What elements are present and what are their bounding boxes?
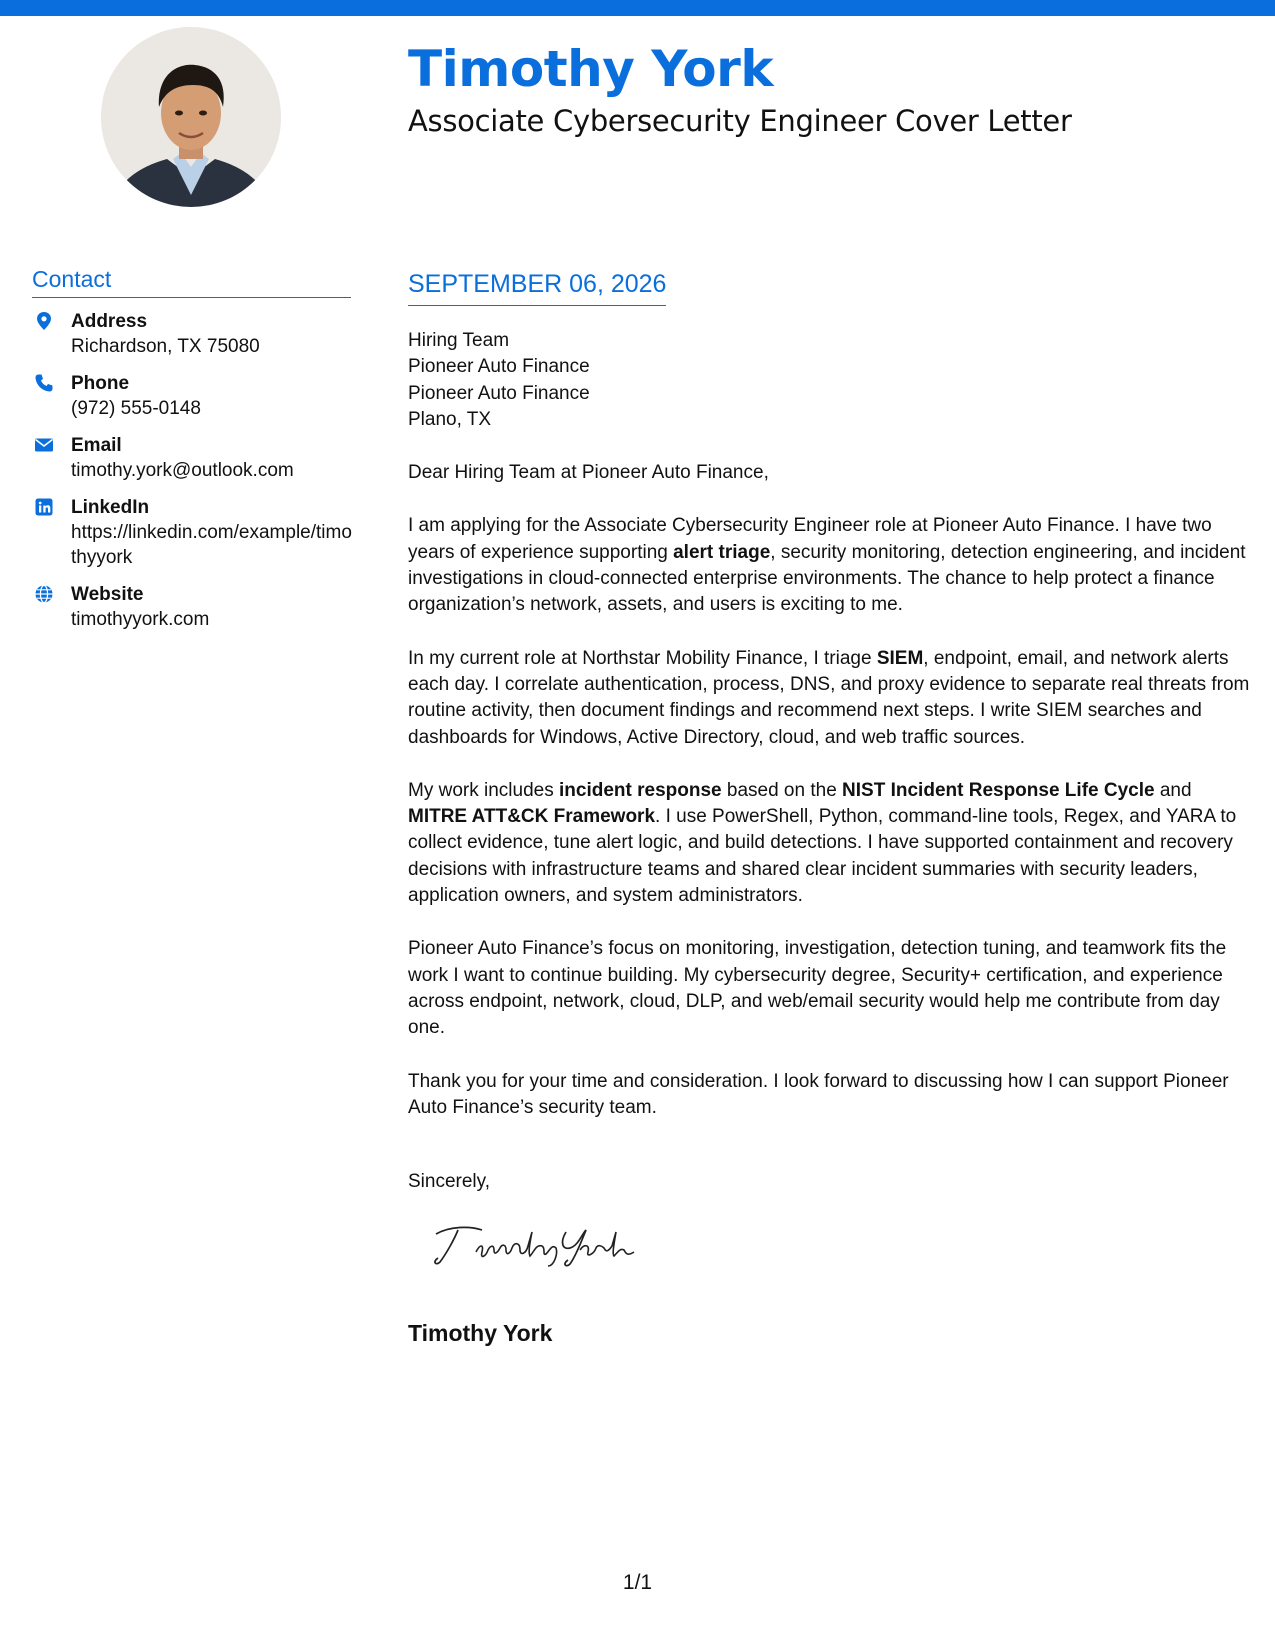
- website-value[interactable]: timothyyork.com: [71, 609, 210, 630]
- recipient-block: [408, 328, 1253, 433]
- contact-item-phone: [32, 371, 352, 421]
- emphasized-text: SIEM: [876, 647, 924, 669]
- paragraph-text: Thank you for your time and consideration. I look forward to discussing how I can support Pioneer Auto Finance’s security team.: [408, 1070, 1229, 1118]
- linkedin-icon: [34, 497, 54, 517]
- emphasized-text: alert triage: [673, 541, 771, 563]
- paragraph-text: In my current role at Northstar Mobility Finance, I triage: [408, 647, 877, 669]
- linkedin-value[interactable]: https://linkedin.com/example/timothyyork: [71, 522, 352, 568]
- email-icon: [34, 435, 54, 455]
- body-paragraph: [408, 936, 1253, 1041]
- paragraph-text: based on the: [721, 779, 843, 801]
- closing: Sincerely,: [408, 1171, 491, 1193]
- contact-item-website: [32, 582, 352, 632]
- contact-list: [32, 309, 352, 644]
- address-value: Richardson, TX 75080: [71, 336, 260, 357]
- handwritten-signature: [430, 1222, 640, 1275]
- paragraph-text: . I use PowerShell, Python, command-line tools, Regex, and YARA to collect evidence, tune alert logic, and build detections. I have supported containment and recovery decisions with infrastructure teams and shared clear incident summaries with security leaders, application owners, and system administrators.: [408, 806, 1237, 907]
- phone-icon: [34, 373, 54, 393]
- contact-label: Address: [71, 311, 148, 332]
- paragraph-text: My work includes: [408, 779, 559, 801]
- contact-item-address: [32, 309, 352, 359]
- contact-label: Email: [71, 435, 122, 456]
- body-paragraph: [408, 646, 1253, 751]
- recipient-line: Pioneer Auto Finance: [408, 382, 590, 404]
- body-paragraph: [408, 778, 1253, 909]
- emphasized-text: NIST Incident Response Life Cycle: [842, 779, 1155, 801]
- recipient-line: Plano, TX: [408, 408, 492, 430]
- contact-label: Website: [71, 584, 144, 605]
- paragraph-text: I am applying for the Associate Cybersecurity Engineer role at Pioneer Auto Finance. I have two years of experience supporting: [408, 515, 1212, 563]
- contact-heading: Contact: [32, 266, 351, 298]
- recipient-line: Pioneer Auto Finance: [408, 356, 590, 378]
- letter-body: [408, 328, 1253, 1195]
- contact-label: Phone: [71, 373, 130, 394]
- salutation: Dear Hiring Team at Pioneer Auto Finance,: [408, 462, 769, 484]
- email-value[interactable]: timothy.york@outlook.com: [71, 460, 294, 481]
- phone-value: (972) 555-0148: [71, 398, 201, 419]
- contact-label: LinkedIn: [71, 497, 150, 518]
- location-pin-icon: [34, 311, 54, 331]
- letter-date: SEPTEMBER 06, 2026: [408, 270, 666, 306]
- body-paragraph: [408, 1069, 1253, 1122]
- candidate-name: Timothy York: [408, 40, 774, 98]
- paragraph-text: Pioneer Auto Finance’s focus on monitoring, investigation, detection tuning, and teamwork fits the work I want to continue building. My cybersecurity degree, Security+ certification, and experience across endpoint, network, cloud, DLP, and web/email security would help me contribute from day one.: [408, 938, 1227, 1039]
- document-subtitle: Associate Cybersecurity Engineer Cover Letter: [408, 104, 1072, 138]
- emphasized-text: incident response: [559, 779, 722, 801]
- paragraph-text: and: [1154, 779, 1192, 801]
- profile-photo: [101, 27, 281, 207]
- contact-item-linkedin: [32, 495, 352, 570]
- paragraph-text: , endpoint, email, and network alerts each day. I correlate authentication, process, DNS, and proxy evidence to separate real threats from routine activity, then document findings and recommend next steps. I write SIEM searches and dashboards for Windows, Active Directory, cloud, and web traffic sources.: [408, 647, 1250, 748]
- body-paragraph: [408, 513, 1253, 618]
- globe-icon: [34, 584, 54, 604]
- top-accent-bar: [0, 0, 1275, 16]
- contact-item-email: [32, 433, 352, 483]
- page-number: 1/1: [622, 1571, 653, 1594]
- recipient-line: Hiring Team: [408, 330, 510, 351]
- signer-name: Timothy York: [408, 1320, 553, 1346]
- paragraph-text: , security monitoring, detection engineering, and incident investigations in cloud-connected enterprise environments. The chance to help protect a finance organization’s network, assets, and users is exciting to me.: [408, 541, 1246, 616]
- emphasized-text: MITRE ATT&CK Framework: [408, 806, 656, 828]
